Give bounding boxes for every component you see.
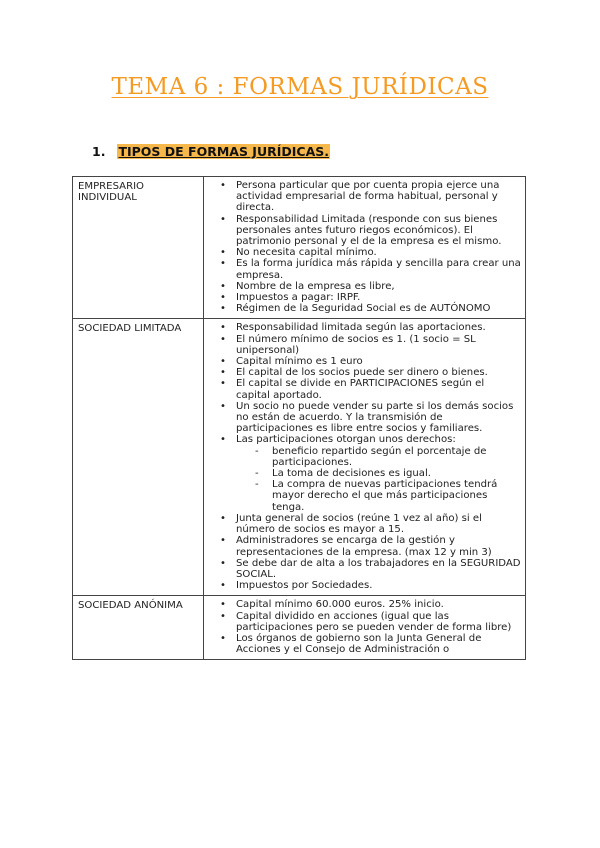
list-item-text: El capital de los socios puede ser dinero o bienes. xyxy=(236,367,488,379)
page-title: TEMA 6 : FORMAS JURÍDICAS xyxy=(111,74,489,100)
list-item-text: Las participaciones otorgan unos derechos: xyxy=(236,434,456,446)
list-item xyxy=(236,322,521,333)
table-row xyxy=(73,319,526,596)
list-item xyxy=(236,334,521,356)
list-item xyxy=(236,292,521,303)
list-item-text: Persona particular que por cuenta propia ejerce una actividad empresarial de forma habitual, personal y directa. xyxy=(236,180,500,214)
section-title: TIPOS DE FORMAS JURÍDICAS. xyxy=(118,144,329,159)
list-item-text: Capital dividido en acciones (igual que las participaciones pero se pueden vender de forma libre) xyxy=(236,610,512,633)
legal-form-label: SOCIEDAD ANÓNIMA xyxy=(73,596,204,660)
list-item xyxy=(236,599,521,610)
list-item xyxy=(236,558,521,580)
list-item-text: Responsabilidad limitada según las aportaciones. xyxy=(236,322,486,334)
list-item xyxy=(236,434,521,512)
list-item-text: Administradores se encarga de la gestión y representaciones de la empresa. (max 12 y min 3) xyxy=(236,535,492,558)
list-item xyxy=(236,303,521,314)
sub-list-item: - La toma de decisiones es igual. xyxy=(272,468,521,479)
legal-form-label: SOCIEDAD LIMITADA xyxy=(73,319,204,596)
list-item-text: Nombre de la empresa es libre, xyxy=(236,280,395,292)
list-item-text: Régimen de la Seguridad Social es de AUTÓNOMO xyxy=(236,303,491,315)
list-item xyxy=(236,180,521,214)
legal-form-description xyxy=(204,596,526,660)
list-item-text: Impuestos por Sociedades. xyxy=(236,580,373,592)
list-item-text: El capital se divide en PARTICIPACIONES según el capital aportado. xyxy=(236,378,485,401)
list-item-text: Capital mínimo 60.000 euros. 25% inicio. xyxy=(236,599,444,611)
sub-list-item: - beneficio repartido según el porcentaje de participaciones. xyxy=(272,446,521,468)
list-item-text: Se debe dar de alta a los trabajadores en la SEGURIDAD SOCIAL. xyxy=(236,557,521,580)
list-item-text: Capital mínimo es 1 euro xyxy=(236,356,363,368)
legal-form-description xyxy=(204,177,526,319)
list-item xyxy=(236,378,521,400)
list-item-text: No necesita capital mínimo. xyxy=(236,247,377,259)
sub-list xyxy=(236,446,521,513)
list-item xyxy=(236,513,521,535)
section-heading xyxy=(92,144,330,159)
list-item xyxy=(236,401,521,435)
legal-form-description xyxy=(204,319,526,596)
bullet-list xyxy=(204,180,521,314)
section-number: 1. xyxy=(92,144,106,159)
list-item-text: Junta general de socios (reúne 1 vez al año) si el número de socios es mayor a 15. xyxy=(236,512,482,536)
list-item xyxy=(236,258,521,280)
list-item xyxy=(236,611,521,633)
list-item xyxy=(236,580,521,591)
list-item xyxy=(236,535,521,557)
list-item-text: Los órganos de gobierno son la Junta General de Acciones y el Consejo de Administración o xyxy=(236,632,482,656)
list-item-text: Impuestos a pagar: IRPF. xyxy=(236,292,361,304)
list-item-text: Es la forma jurídica más rápida y sencilla para crear una empresa. xyxy=(236,258,521,281)
list-item-text: El número mínimo de socios es 1. (1 socio = SL unipersonal) xyxy=(236,333,476,356)
legal-form-label: EMPRESARIO INDIVIDUAL xyxy=(73,177,204,319)
table-row xyxy=(73,177,526,319)
legal-forms-table xyxy=(72,176,526,660)
bullet-list xyxy=(204,322,521,591)
list-item xyxy=(236,356,521,367)
sub-list-item: - La compra de nuevas participaciones tendrá mayor derecho el que más participaciones tenga. xyxy=(272,479,521,513)
list-item xyxy=(236,281,521,292)
list-item xyxy=(236,367,521,378)
list-item xyxy=(236,214,521,248)
list-item xyxy=(236,247,521,258)
list-item-text: Responsabilidad Limitada (responde con sus bienes personales antes futuro riegos económicos). El patrimonio personal y el de la empresa es el mismo. xyxy=(236,213,502,248)
list-item xyxy=(236,633,521,655)
bullet-list xyxy=(204,599,521,655)
table-row xyxy=(73,596,526,660)
list-item-text: Un socio no puede vender su parte si los demás socios no están de acuerdo. Y la transmisión de participaciones es libre entre socios y familiares. xyxy=(236,400,514,435)
